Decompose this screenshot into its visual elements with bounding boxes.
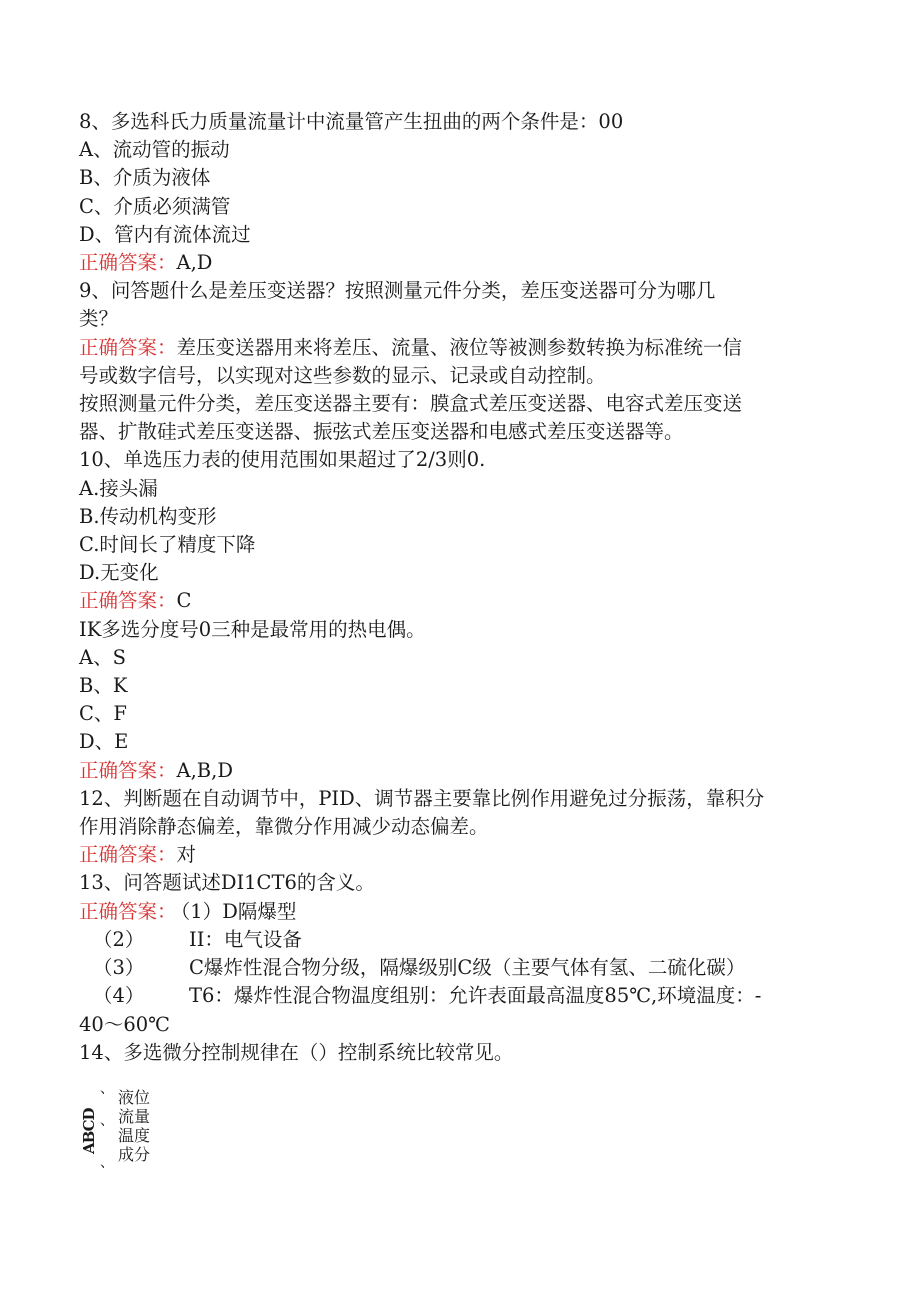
q14-option-letters: ABCD: [80, 1108, 98, 1154]
tick-mark: 、: [100, 1081, 114, 1097]
q13-answer-item2: [79, 926, 839, 954]
tick-mark: 、: [100, 1113, 114, 1129]
q11-option-a: A、S: [79, 645, 126, 669]
q9-answer-line3: 按照测量元件分类，差压变送器主要有：膜盒式差压变送器、电容式差压变送: [79, 392, 743, 416]
q10-answer: [79, 587, 839, 615]
item-number: （1）: [180, 899, 223, 923]
q9-answer-line1: [79, 334, 839, 362]
answer-text: 差压变送器用来将差压、流量、液位等被测参数转换为标准统一信: [176, 335, 743, 359]
q11-option-d: D、E: [79, 730, 129, 754]
q8-title: 8、多选科氏力质量流量计中流量管产生扭曲的两个条件是：00: [79, 110, 624, 133]
q8-option-a: A、流动管的振动: [79, 138, 230, 162]
q11-title: IK多选分度号0三种是最常用的热电偶。: [79, 617, 426, 641]
q12-title-line2: 作用消除静态偏差，靠微分作用减少动态偏差。: [79, 815, 489, 839]
q13-title: 13、问答题试述DI1CT6的含义。: [79, 871, 375, 895]
answer-value: A,D: [176, 251, 213, 275]
q10-option-d: D.无变化: [79, 561, 159, 585]
item-text: C爆炸性混合物分级，隔爆级别C级（主要气体有氢、二硫化碳）: [189, 956, 746, 980]
q14-option-a: 液位: [118, 1088, 151, 1107]
q10-option-a: A.接头漏: [79, 476, 158, 500]
q9-answer-line2: 号或数字信号，以实现对这些参数的显示、记录或自动控制。: [79, 363, 606, 387]
tick-mark: 、: [100, 1155, 114, 1171]
answer-label: 正确答案：: [79, 899, 177, 923]
answer-label: 正确答案：: [79, 589, 177, 613]
item-number: （3）: [93, 956, 145, 980]
q13-answer-item3: [79, 954, 839, 982]
q13-answer-item4: [79, 982, 839, 1010]
q13-answer-item4-continued: 40～60℃: [79, 1012, 170, 1036]
q12-title-line1: 12、判断题在自动调节中，PID、调节器主要靠比例作用避免过分振荡，靠积分: [79, 786, 765, 810]
q14-option-c: 温度: [118, 1126, 151, 1145]
q11-option-c: C、F: [79, 702, 127, 726]
item-text: T6：爆炸性混合物温度组别：允许表面最高温度85℃,环境温度：-: [189, 984, 762, 1008]
q14-option-texts: [118, 1088, 150, 1164]
item-text: II：电气设备: [189, 927, 302, 951]
answer-label: 正确答案：: [79, 335, 177, 359]
q14-option-d: 成分: [118, 1145, 151, 1164]
item-text: D隔爆型: [222, 899, 297, 923]
q9-title-line1: 9、问答题什么是差压变送器？按照测量元件分类，差压变送器可分为哪几: [79, 279, 716, 303]
q12-answer: [79, 841, 839, 869]
q9-answer-line4: 器、扩散硅式差压变送器、振弦式差压变送器和电感式差压变送器等。: [79, 420, 684, 444]
q8-answer: [79, 249, 839, 277]
q8-option-d: D、管内有流体流过: [79, 222, 251, 246]
answer-value: 对: [176, 843, 197, 867]
q11-answer: [79, 757, 839, 785]
q14-title: 14、多选微分控制规律在（）控制系统比较常见。: [79, 1040, 514, 1064]
answer-value: C: [176, 589, 192, 613]
q9-title-line2: 类？: [79, 307, 119, 331]
q13-answer-item1: [79, 898, 839, 926]
q10-title: 10、单选压力表的使用范围如果超过了2/3则0.: [79, 448, 486, 472]
answer-value: A,B,D: [176, 758, 233, 782]
answer-label: 正确答案：: [79, 758, 177, 782]
answer-label: 正确答案：: [79, 843, 177, 867]
q8-option-b: B、介质为液体: [79, 166, 211, 190]
item-number: （4）: [93, 984, 145, 1008]
question-list: [79, 108, 839, 1067]
q10-option-c: C.时间长了精度下降: [79, 533, 256, 557]
q8-option-c: C、介质必须满管: [79, 194, 231, 218]
answer-label: 正确答案：: [79, 251, 177, 275]
q14-option-b: 流量: [118, 1107, 151, 1126]
q11-option-b: B、K: [79, 674, 128, 698]
item-number: （2）: [93, 927, 145, 951]
q10-option-b: B.传动机构变形: [79, 504, 217, 528]
